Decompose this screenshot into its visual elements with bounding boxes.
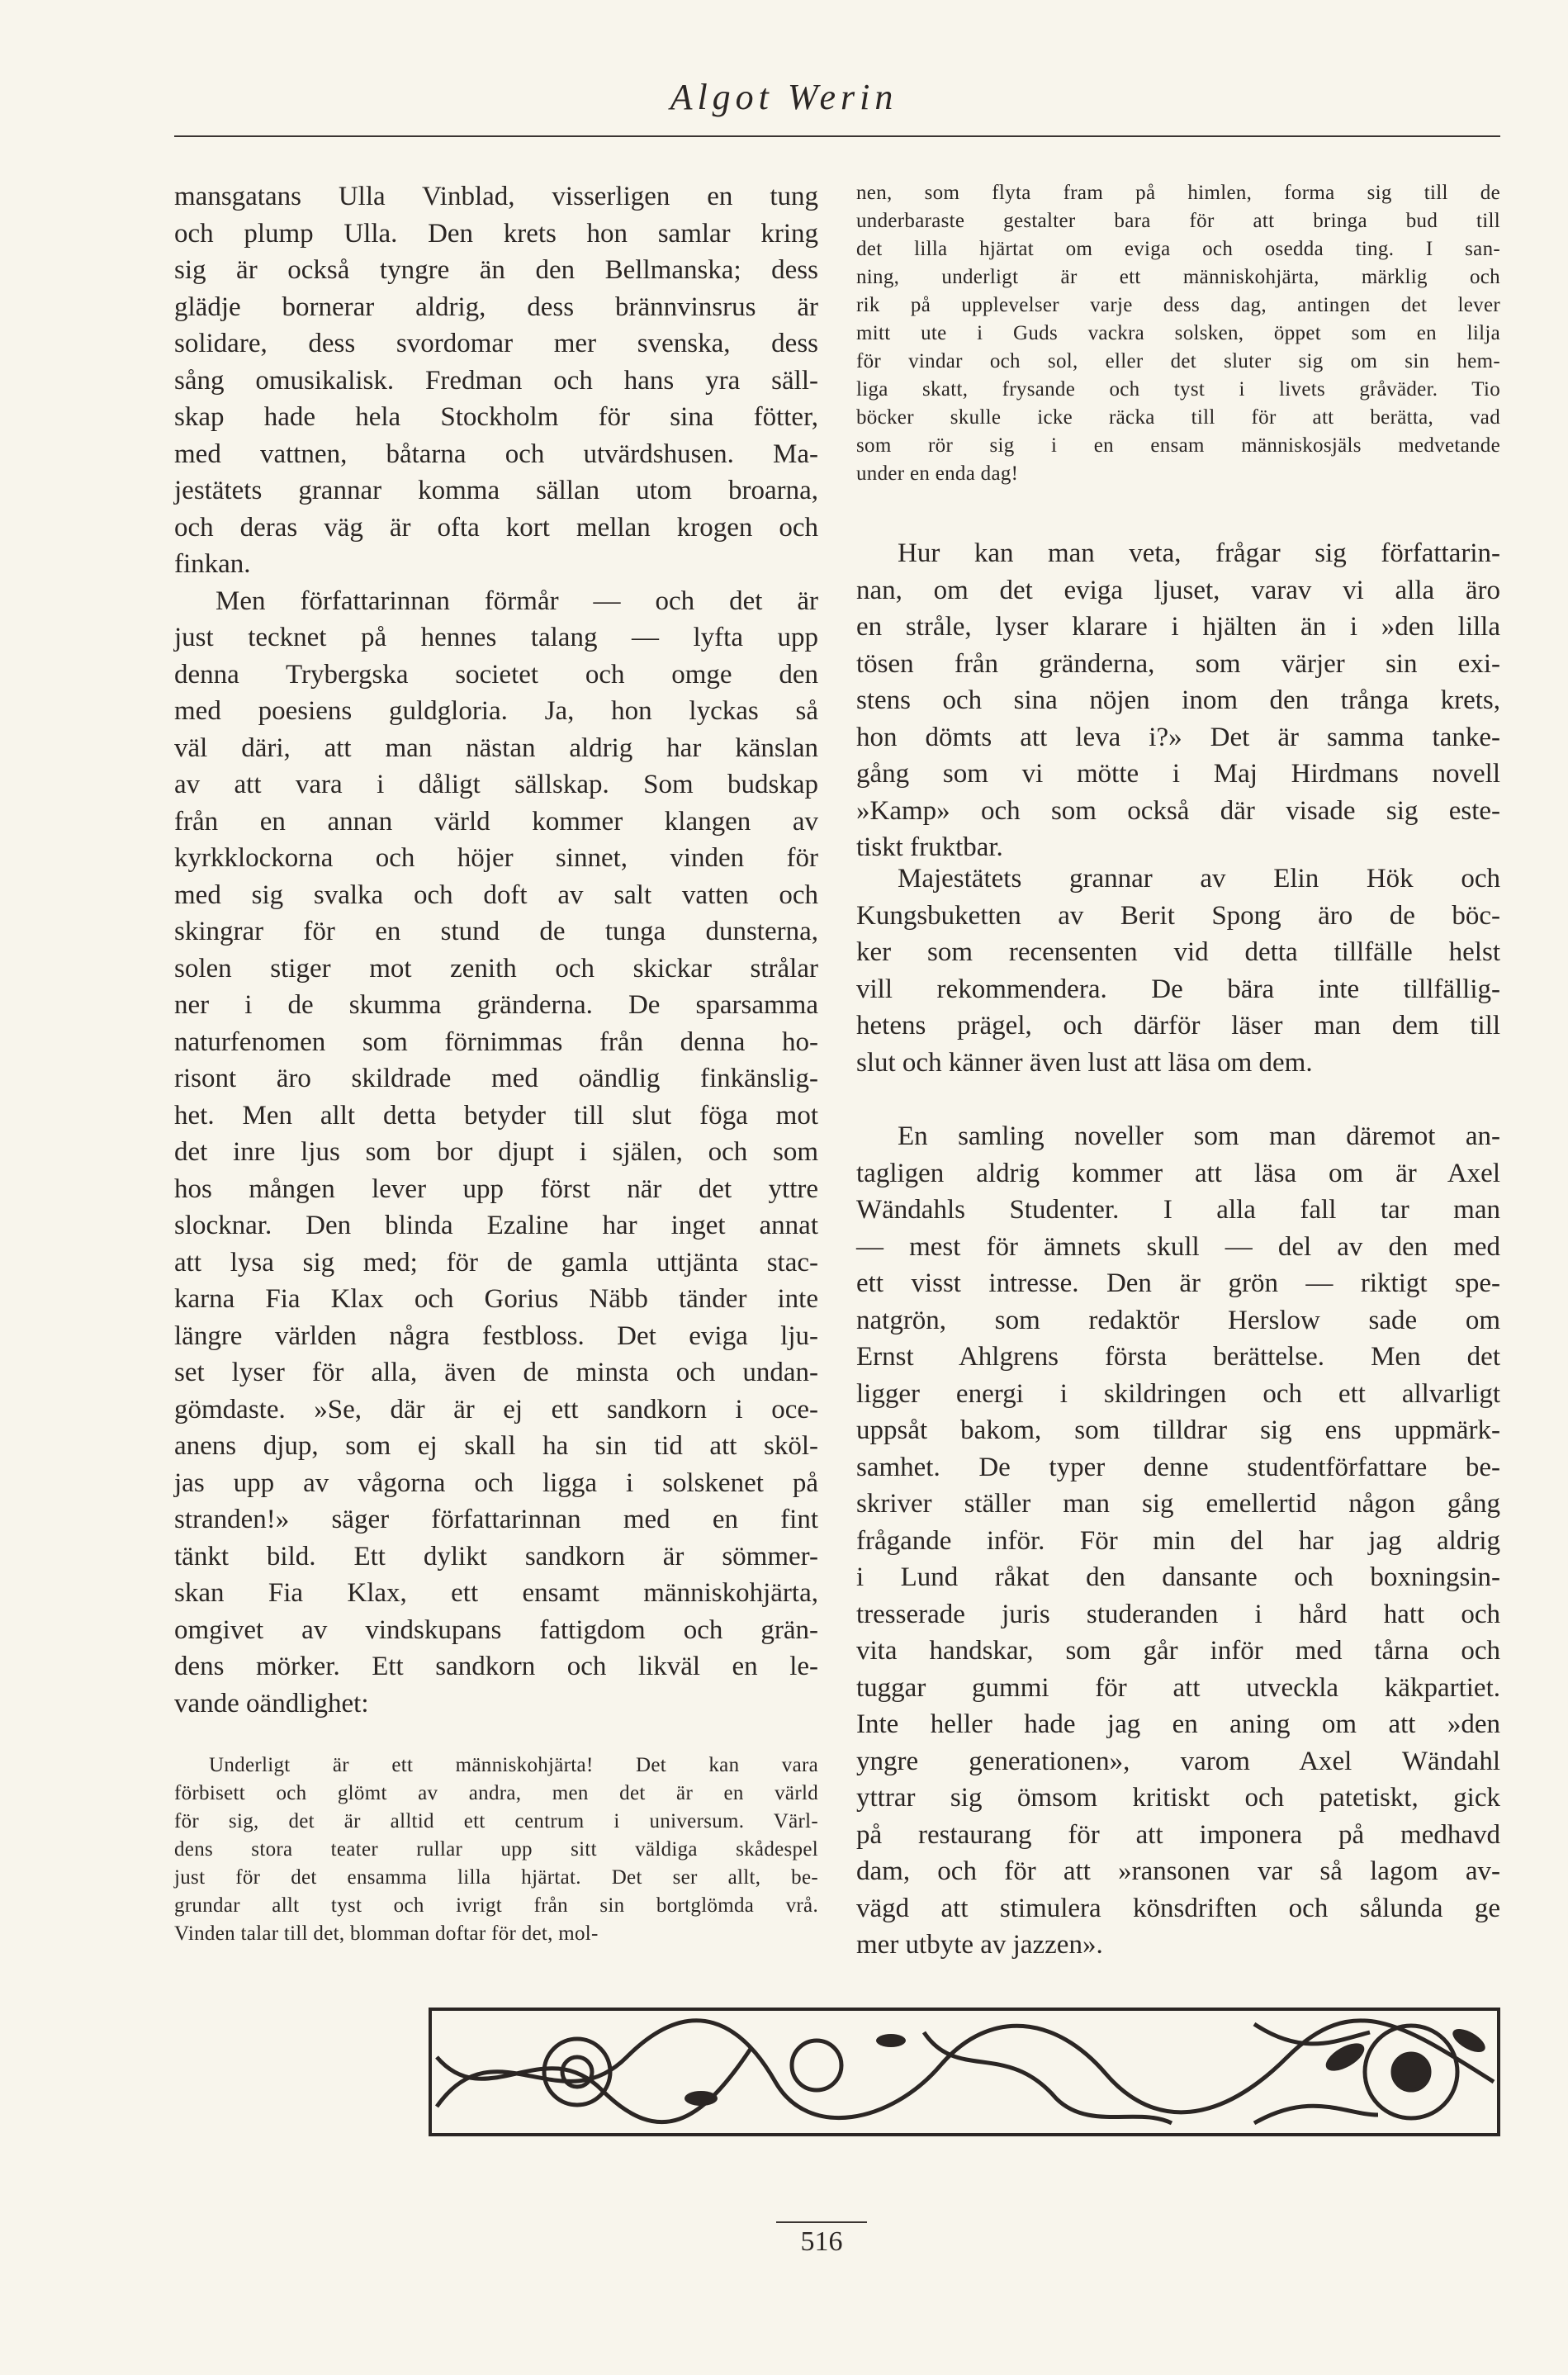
text-line: just tecknet på hennes talang — lyfta upp	[174, 623, 818, 652]
text-line: natgrön, som redaktör Herslow sade om	[856, 1305, 1500, 1335]
text-line: finkan.	[174, 549, 251, 579]
text-line: längre världen några festbloss. Det eviga lju-	[174, 1320, 818, 1351]
text-line: stens och sina nöjen inom den trånga krets,	[856, 685, 1500, 715]
left-column-text	[174, 178, 818, 1722]
text-line: gång som vi mötte i Maj Hirdmans novell	[856, 759, 1500, 789]
text-line: och plump Ulla. Den krets hon samlar kring	[174, 218, 818, 249]
text-line: slut och känner även lust att läsa om dem.	[856, 1047, 1313, 1078]
text-line: skingrar för en stund de tunga dunsterna,	[174, 917, 818, 946]
text-line: det inre ljus som bor djupt i själen, och som	[174, 1137, 818, 1167]
text-line: förbisett och glömt av andra, men det är en värld	[174, 1782, 818, 1804]
text-line: för sig, det är alltid ett centrum i universum. Värl-	[174, 1810, 818, 1832]
text-line: dens mörker. Ett sandkorn och likväl en le-	[174, 1652, 818, 1681]
text-line: vande oändlighet:	[174, 1688, 369, 1718]
text-line: en stråle, lyser klarare i hjälten än i »den lilla	[856, 612, 1500, 642]
text-line: skan Fia Klax, ett ensamt människohjärta,	[174, 1578, 818, 1608]
text-line: det lilla hjärtat om eviga och osedda ting. I san-	[856, 238, 1500, 260]
text-line: solidare, dess svordomar mer svenska, dess	[174, 329, 818, 358]
text-line: risont äro skildrade med oändlig finkänslig-	[174, 1064, 818, 1093]
text-line: omgivet av vindskupans fattigdom och grän-	[174, 1614, 818, 1645]
text-line: vägd att stimulera könsdriften och sålunda ge	[856, 1893, 1500, 1923]
text-line: mer utbyte av jazzen».	[856, 1930, 1103, 1960]
text-line: Hur kan man veta, frågar sig författarin-	[898, 538, 1500, 568]
left-column-quote	[174, 1752, 818, 1948]
text-line: hos mången lever upp först när det yttre	[174, 1173, 818, 1204]
text-line: med poesiens guldgloria. Ja, hon lyckas så	[174, 696, 818, 726]
text-line: skap hade hela Stockholm för sina fötter,	[174, 402, 818, 432]
text-line: slocknar. Den blinda Ezaline har inget annat	[174, 1211, 818, 1240]
text-line: mansgatans Ulla Vinblad, visserligen en tung	[174, 182, 818, 211]
text-line: anens djup, som ej skall ha sin tid att sköl-	[174, 1431, 818, 1461]
text-line: glädje bornerar aldrig, dess brännvinsrus är	[174, 292, 818, 322]
decorative-floral-vignette	[429, 2008, 1500, 2136]
text-line: ligger energi i skildringen och ett allvarligt	[856, 1378, 1500, 1409]
text-line: kyrkklockorna och höjer sinnet, vinden för	[174, 843, 818, 873]
text-line: nen, som flyta fram på himlen, forma sig till de	[856, 182, 1500, 204]
text-line: Wändahls Studenter. I alla fall tar man	[856, 1195, 1500, 1225]
text-line: set lyser för alla, även de minsta och undan-	[174, 1358, 818, 1387]
text-line: liga skatt, frysande och tyst i livets gråväder. Tio	[856, 378, 1500, 401]
text-line: sig är också tyngre än den Bellmanska; dess	[174, 255, 818, 285]
text-line: jestätets grannar komma sällan utom broarna,	[174, 476, 818, 505]
text-line: av att vara i dåligt sällskap. Som budskap	[174, 770, 818, 799]
text-line: dens stora teater rullar upp sitt väldiga skådespel	[174, 1838, 818, 1861]
text-line: karna Fia Klax och Gorius Näbb tänder inte	[174, 1284, 818, 1314]
text-line: på restaurang för att imponera på medhavd	[856, 1819, 1500, 1850]
text-line: ner i de skumma gränderna. De sparsamma	[174, 990, 818, 1020]
text-line: yngre generationen», varom Axel Wändahl	[856, 1746, 1500, 1776]
text-line: nan, om det eviga ljuset, varav vi alla äro	[856, 575, 1500, 605]
text-line: sång omusikalisk. Fredman och hans yra säll-	[174, 365, 818, 396]
header-rule	[174, 135, 1500, 137]
text-line: för vindar och sol, eller det sluter sig om sin hem-	[856, 350, 1500, 372]
right-paragraph-3	[856, 1118, 1500, 1964]
text-line: hetens prägel, och därför läser man dem till	[856, 1011, 1500, 1041]
text-line: och deras väg är ofta kort mellan krogen och	[174, 512, 818, 543]
text-line: uppsåt bakom, som tilldrar sig ens uppmärk-	[856, 1415, 1500, 1445]
text-line: ning, underligt är ett människohjärta, märklig och	[856, 266, 1500, 288]
text-line: tuggar gummi för att utveckla käkpartiet.	[856, 1672, 1500, 1703]
text-line: yttrar sig ömsom kritiskt och patetiskt, gick	[856, 1783, 1500, 1813]
text-line: med sig svalka och doft av salt vatten och	[174, 879, 818, 910]
text-line: Vinden talar till det, blomman doftar för det, mol-	[174, 1922, 599, 1945]
text-line: stranden!» säger författarinnan med en fint	[174, 1505, 818, 1534]
text-line: grundar allt tyst och ivrigt från sin bortglömda vrå.	[174, 1894, 818, 1917]
text-line: Majestätets grannar av Elin Hök och	[898, 864, 1500, 894]
text-line: Kungsbuketten av Berit Spong äro de böc-	[856, 900, 1500, 931]
text-line: rik på upplevelser varje dess dag, antingen det lever	[856, 294, 1500, 316]
text-line: mitt ute i Guds vackra solsken, öppet som en lilja	[856, 322, 1500, 344]
text-line: ker som recensenten vid detta tillfälle helst	[856, 937, 1500, 967]
text-line: med vattnen, båtarna och utvärdshusen. Ma-	[174, 438, 818, 469]
text-line: vita handskar, som går inför med tårna och	[856, 1636, 1500, 1666]
text-line: att lysa sig med; för de gamla uttjänta stac-	[174, 1247, 818, 1278]
text-line: underbaraste gestalter bara för att bringa bud till	[856, 210, 1500, 232]
text-line: dam, och för att »ransonen var så lagom av-	[856, 1856, 1500, 1886]
text-line: het. Men allt detta betyder till slut föga mot	[174, 1100, 818, 1131]
text-line: från en annan värld kommer klangen av	[174, 806, 818, 837]
text-line: Inte heller hade jag en aning om att »den	[856, 1709, 1500, 1739]
text-line: frågande inför. För min del har jag aldrig	[856, 1525, 1500, 1556]
text-line: ett visst intresse. Den är grön — riktigt spe-	[856, 1268, 1500, 1298]
right-paragraph-1	[856, 535, 1500, 866]
text-line: skriver ställer man sig emellertid någon gång	[856, 1489, 1500, 1519]
text-line: denna Trybergska societet och omge den	[174, 659, 818, 690]
text-line: gömdaste. »Se, där är ej ett sandkorn i oce-	[174, 1394, 818, 1425]
text-line: tänkt bild. Ett dylikt sandkorn är sömmer-	[174, 1541, 818, 1571]
text-line: i Lund råkat den dansante och boxningsin-	[856, 1562, 1500, 1592]
text-line: Underligt är ett människohjärta! Det kan vara	[209, 1754, 818, 1776]
page-number: 516	[776, 2221, 867, 2258]
text-line: Men författarinnan förmår — och det är	[216, 585, 818, 616]
text-line: En samling noveller som man däremot an-	[898, 1121, 1500, 1151]
text-line: vill rekommendera. De bära inte tillfällig-	[856, 974, 1500, 1004]
text-line: under en enda dag!	[856, 462, 1019, 485]
text-line: just för det ensamma lilla hjärtat. Det ser allt, be-	[174, 1866, 818, 1889]
text-line: hon dömts att leva i?» Det är samma tanke-	[856, 722, 1500, 752]
text-line: jas upp av vågorna och ligga i solskenet på	[174, 1467, 818, 1498]
text-line: solen stiger mot zenith och skickar strålar	[174, 953, 818, 984]
text-line: naturfenomen som förnimmas från denna ho-	[174, 1026, 818, 1057]
running-title: Algot Werin	[670, 77, 898, 117]
text-line: »Kamp» och som också där visade sig este-	[856, 795, 1500, 826]
text-line: — mest för ämnets skull — del av den med	[856, 1231, 1500, 1262]
text-line: tösen från gränderna, som värjer sin exi-	[856, 648, 1500, 679]
right-paragraph-2	[856, 860, 1500, 1081]
text-line: böcker skulle icke räcka till för att berätta, vad	[856, 406, 1500, 429]
text-line: som rör sig i en ensam människosjäls medvetande	[856, 434, 1500, 457]
text-line: samhet. De typer denne studentförfattare be-	[856, 1452, 1500, 1482]
text-line: tagligen aldrig kommer att läsa om är Axel	[856, 1158, 1500, 1188]
right-column-quote	[856, 179, 1500, 488]
text-line: väl däri, att man nästan aldrig har känslan	[174, 732, 818, 763]
text-line: Ernst Ahlgrens första berättelse. Men det	[856, 1342, 1500, 1372]
text-line: tresserade juris studeranden i hård hatt och	[856, 1599, 1500, 1629]
text-line: tiskt fruktbar.	[856, 832, 1003, 862]
